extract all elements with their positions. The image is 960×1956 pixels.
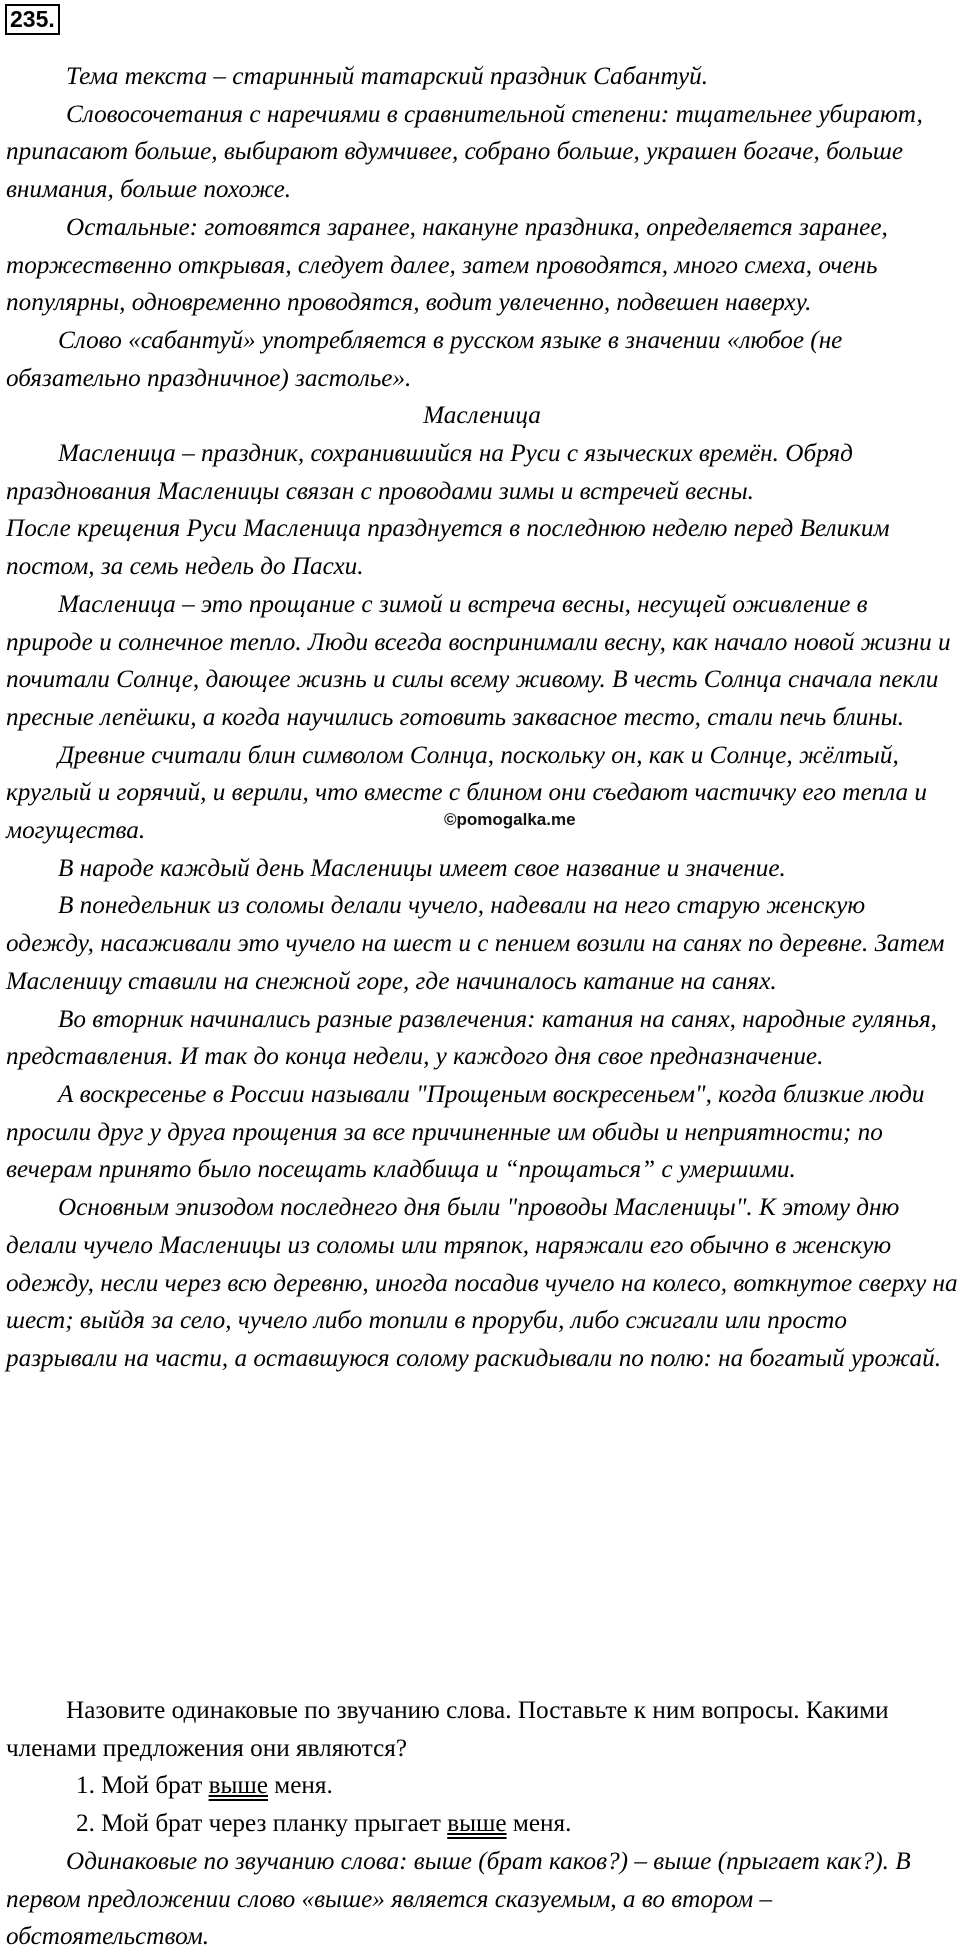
paragraph-maslenitsa-intro: Масленица – праздник, сохранившийся на Руси с языческих времён. Обряд празднования Масленицы связан с проводами зимы и встречей весны. [6,440,853,505]
paragraph-last-day: Основным эпизодом последнего дня были "проводы Масленицы". К этому дню делали чучело Масленицы из соломы или тряпок, наряжали его обычно в женскую одежду, несли через всю деревню, иногда посадив чучело на колесо, воткнутое сверху на шест; выйдя за село, чучело либо топили в проруби, либо сжигали или просто разрывали на части, а оставшуюся солому раскидывали по полю: на богатый урожай. [6,1194,958,1372]
exercise-number: 235. [5,4,60,35]
item1-word: выше [208,1772,268,1800]
paragraph-comparatives: Словосочетания с наречиями в сравнительной степени: тщательнее убирают, припасают больше, выбирают вдумчивее, собрано больше, украшен богаче, больше внимания, больше похоже. [6,100,923,204]
item1-after: меня. [267,1772,333,1800]
paragraph-farewell-winter: Масленица – это прощание с зимой и встреча весны, несущей оживление в природе и солнечное тепло. Люди всегда воспринимали весну, как начало новой жизни и почитали Солнце, дающее жизнь и силы всему живому. В честь Солнца сначала пекли пресные лепёшки, а когда научились готовить заквасное тесто, стали печь блины. [6,590,951,731]
task-item-2 [6,1805,958,1843]
task-block [6,1692,958,1956]
paragraph-tuesday: Во вторник начинались разные развлечения: катания на санях, народные гулянья, представления. И так до конца недели, у каждого дня свое предназначение. [6,1005,937,1071]
paragraph-theme: Тема текста – старинный татарский праздник Сабантуй. [66,63,709,90]
item2-before: 2. Мой брат через планку прыгает [76,1810,448,1838]
item2-word: выше [447,1810,507,1838]
watermark: ©pomogalka.me [444,810,576,829]
paragraph-pancake-symbol: Древние считали блин символом Солнца, поскольку он, как и Солнце, жёлтый, круглый и горячий, и верили, что вместе с блином они съедают частичку его тепла и могущества. [6,741,927,845]
paragraph-baptism: После крещения Руси Масленица празднуется в последнюю неделю перед Великим постом, за семь недель до Пасхи. [6,515,890,581]
item1-before: 1. Мой брат [76,1772,209,1800]
paragraph-others: Остальные: готовятся заранее, накануне праздника, определяется заранее, торжественно открывая, следует далее, затем проводятся, много смеха, очень популярны, одновременно проводятся, водит увлеченно, подвешен наверху. [6,213,888,317]
paragraph-monday: В понедельник из соломы делали чучело, надевали на него старую женскую одежду, насаживали это чучело на шест и с пением возили на санях по деревне. Затем Масленицу ставили на снежной горе, где начиналось катание на санях. [6,892,945,995]
task-item-1 [6,1767,958,1805]
paragraph-sabantuy-meaning: Слово «сабантуй» употребляется в русском языке в значении «любое (не обязательно праздничное) застолье». [6,326,843,392]
task-question: Назовите одинаковые по звучанию слова. Поставьте к ним вопросы. Какими членами предложения они являются? [6,1697,889,1762]
maslenitsa-heading: Масленица [423,402,541,430]
task-answer: Одинаковые по звучанию слова: выше (брат каков?) – выше (прыгает как?). В первом предложении слово «выше» является сказуемым, а во втором – обстоятельством. [6,1847,911,1951]
main-text [6,58,958,1378]
paragraph-each-day: В народе каждый день Масленицы имеет свое название и значение. [58,854,786,882]
paragraph-sunday: А воскресенье в России называли "Прощеным воскресеньем", когда близкие люди просили друг у друга прощения за все причиненные им обиды и неприятности; по вечерам принято было посещать кладбища и “прощаться” с умершими. [6,1080,925,1184]
item2-after: меня. [506,1810,572,1838]
